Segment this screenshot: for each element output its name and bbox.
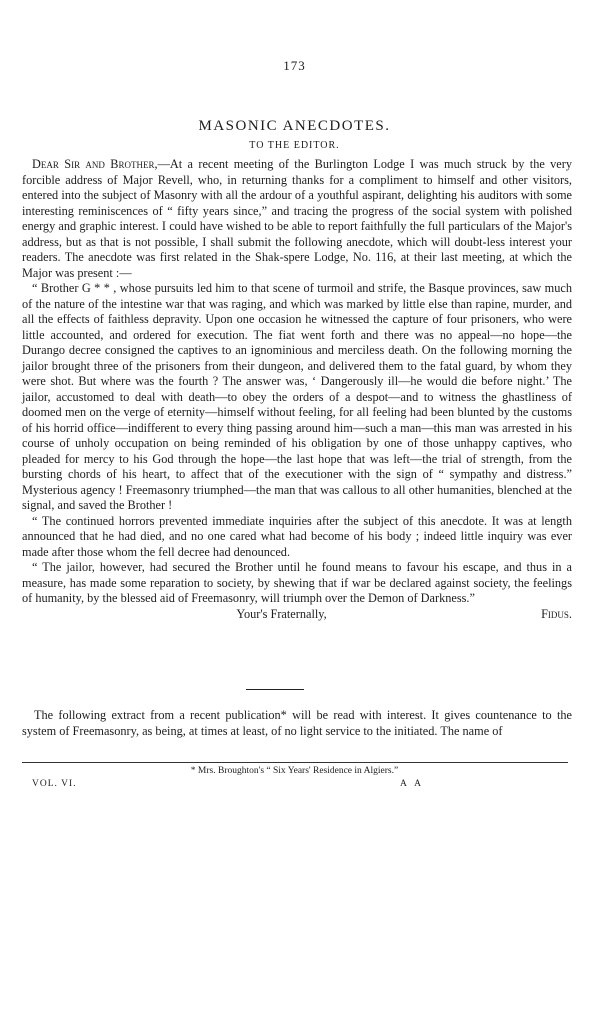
footnote-rule (22, 762, 568, 763)
paragraph-2: “ Brother G * * , whose pursuits led him to that scene of turmoil and strife, the Basque provinces, saw much of the nature of the intestine war that was raging, and which was marked by little else than rapine, murder, and all the effects of faithless depravity. Upon one occasion he witnessed the capture of four prisoners, who were little accounted, and ordered for execution. The fiat went forth and there was no appeal—no hope—the Durango decree consigned the captives to an ignominious and merciless death. On the following morning the jailor brought three of the prisoners from their dungeon, and delivered them to the fatal guard, by whom they were shot. But where was the fourth ? The answer was, ‘ Dangerously ill—he would die before night.’ The jailor, accustomed to deal with death—to obey the orders of a despot—and to witness the ghastliness of doomed men on the verge of eternity—himself without feeling, for all feeling had been blunted by the customs of his horrid office—indifferent to every thing passing around him—such a man—this man was arrested in his course of unholy occupation on being reminded of his obligation by one of those unhappy captives, who pleaded for mercy to his God through the hope—the last hope that was left—the trial of strength, from the bursting chords of his heart, to affect that of the executioner with the sign of “ sympathy and distress.” Mysterious agency ! Freemasonry triumphed—the man that was callous to all other humanities, blenched at the signal, and saved the Brother ! (22, 281, 572, 512)
article-subtitle: TO THE EDITOR. (249, 140, 340, 151)
next-section (22, 708, 572, 739)
printer-signature-mark: A A (400, 779, 425, 789)
letter-body (22, 157, 572, 622)
closing: Your's Fraternally, (236, 606, 327, 621)
paragraph-1 (22, 157, 572, 281)
paragraph-3: “ The continued horrors prevented immediate inquiries after the subject of this anecdote. It was at length announced that he had died, and no one cared what had become of his body ; indeed little inquiry was ever made after those whom the fell decree had denounced. (22, 513, 572, 559)
paragraph-4: “ The jailor, however, had secured the Brother until he found means to favour his escape, and thus in a measure, has made some reparation to society, by shewing that if war be declared against society, the feelings of humanity, by the blessed aid of Freemasonry, will triumph over the Demon of Darkness.” (22, 560, 572, 605)
section-divider (246, 689, 304, 690)
paragraph-1-text: —At a recent meeting of the Burlington Lodge I was much struck by the very forcible address of Major Revell, who, in returning thanks for a compliment to himself and other visitors, entered into the subject of Masonry with all the ardour of a youthful aspirant, delighting his auditors with some interesting reminiscences of “ fifty years since,” and tracing the progress of the social system with polished energy and graphic interest. I could have wished to be able to report faithfully the full particulars of the Major's address, but as that is not possible, I shall submit the following anecdote, which will doubt-less interest your readers. The anecdote was first related in the Shak-spere Lodge, No. 116, at their last meeting, at which the Major was present :— (22, 157, 573, 280)
signature: Fidus. (541, 606, 572, 621)
article-title: MASONIC ANECDOTES. (198, 118, 391, 134)
page-number: 173 (283, 58, 306, 73)
footnote: * Mrs. Broughton's “ Six Years' Residence in Algiers.” (190, 766, 399, 776)
signature-line (22, 607, 572, 623)
next-paragraph: The following extract from a recent publication* will be read with interest. It gives countenance to the system of Freemasonry, as being, at times at least, of no light service to the initiated. The name of (22, 708, 572, 738)
volume-label: VOL. VI. (32, 779, 77, 789)
salutation: Dear Sir and Brother, (32, 157, 158, 171)
